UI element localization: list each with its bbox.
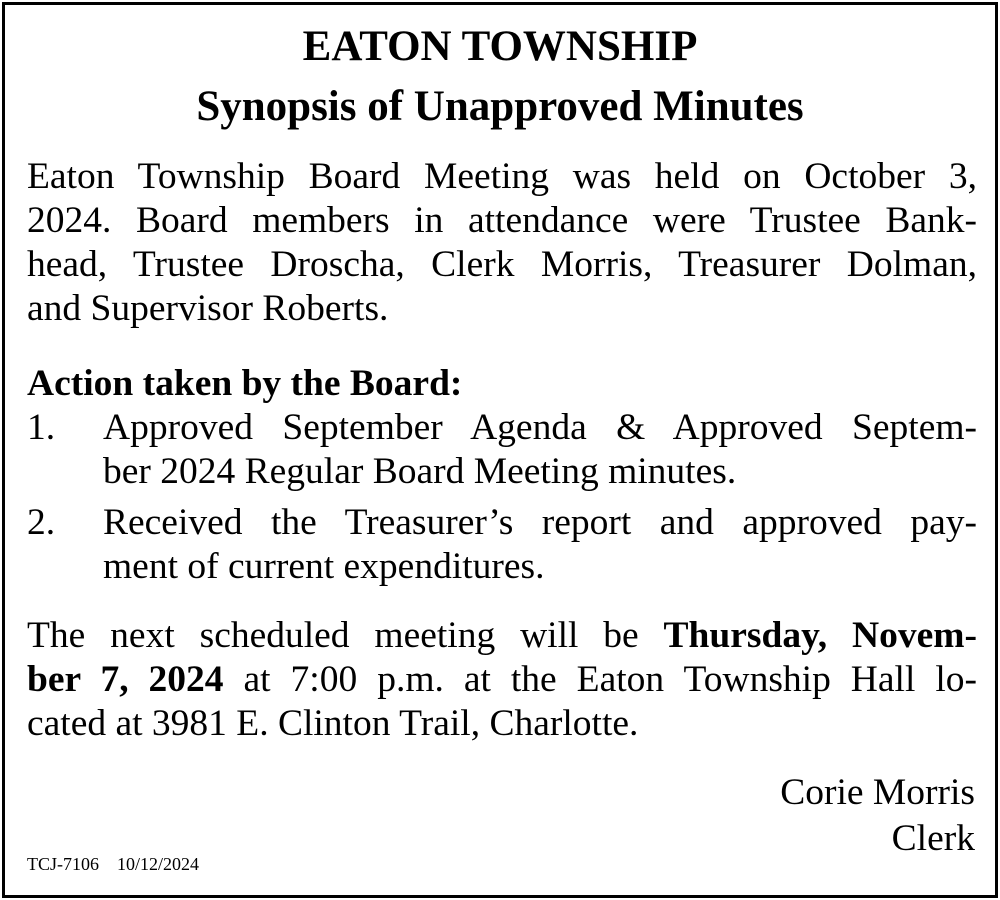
notice-title: EATON TOWNSHIP (302, 23, 698, 70)
action-item-number: 1. (27, 407, 56, 448)
next-meeting-line-1 (27, 614, 977, 658)
action-item-line: Approved September Agenda & Approved Septem- (103, 407, 977, 448)
action-item-line: ber 2024 Regular Board Meeting minutes. (103, 451, 737, 492)
publication-code: TCJ-7106 (27, 854, 99, 874)
next-meeting-line-3: cated at 3981 E. Clinton Trail, Charlotte. (27, 703, 639, 744)
next-meeting-line-2 (27, 658, 977, 702)
action-item-number: 2. (27, 502, 56, 543)
next-meeting-text: The next scheduled meeting will be (27, 615, 664, 656)
signature-role: Clerk (891, 818, 975, 859)
intro-line-3: head, Trustee Droscha, Clerk Morris, Treasurer Dolman, (27, 244, 977, 285)
publication-date: 10/12/2024 (117, 854, 200, 874)
next-meeting-date: Thursday, Novem- (663, 615, 977, 656)
actions-heading: Action taken by the Board: (27, 363, 463, 404)
intro-line-4: and Supervisor Roberts. (27, 288, 389, 329)
next-meeting-date: ber 7, 2024 (27, 659, 224, 700)
publication-footer (27, 853, 199, 875)
signature-name: Corie Morris (780, 772, 975, 813)
legal-notice (2, 2, 998, 898)
next-meeting-text: at 7:00 p.m. at the Eaton Township Hall lo- (223, 659, 977, 700)
intro-line-2: 2024. Board members in attendance were Trustee Bank- (27, 200, 977, 241)
action-item-line: ment of current expenditures. (103, 546, 545, 587)
action-item-line: Received the Treasurer’s report and approved pay- (103, 502, 977, 543)
notice-subtitle: Synopsis of Unapproved Minutes (196, 83, 804, 130)
intro-line-1: Eaton Township Board Meeting was held on October 3, (27, 156, 977, 197)
